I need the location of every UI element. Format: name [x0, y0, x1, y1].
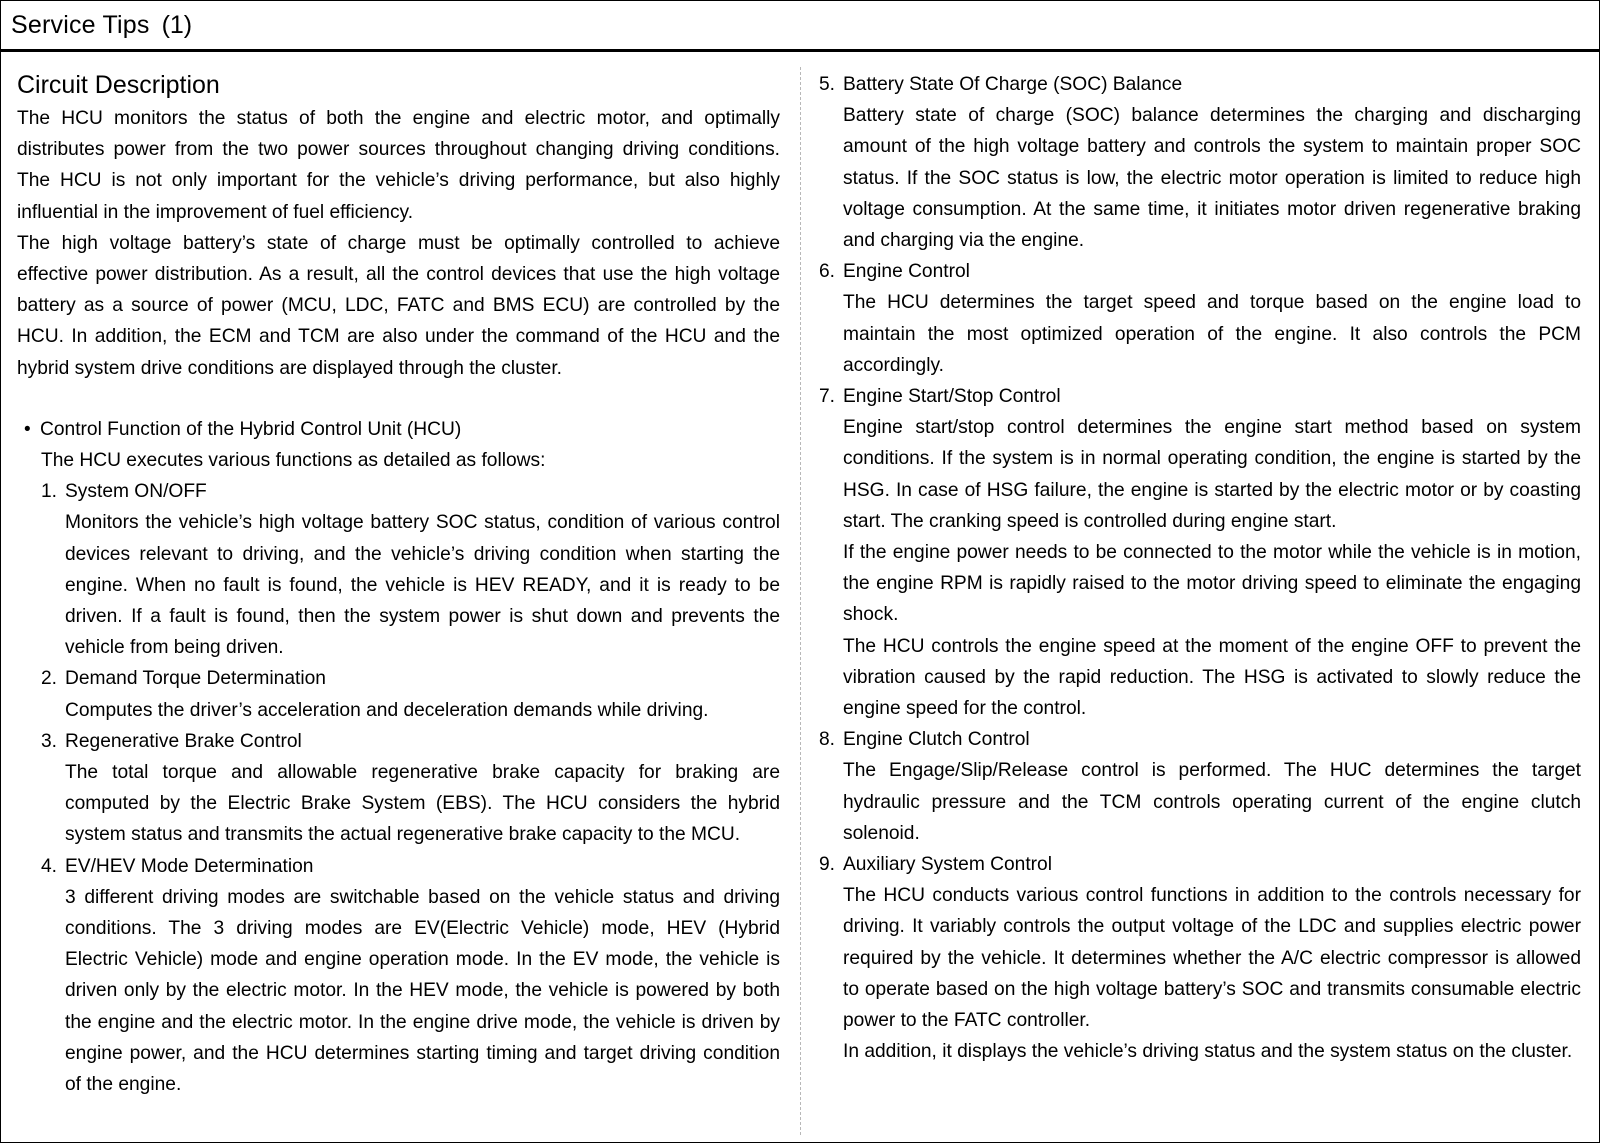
item-body: The HCU conducts various control functions in addition to the controls necessary for driving. It variably controls the output voltage of the LDC and supplies electric power required by the vehicle. It determines whether the A/C electric compressor is allowed to operate based on the high voltage battery’s SOC and transmits consumable electric power to the FATC controller.	[843, 885, 1581, 1032]
list-item	[17, 663, 780, 725]
list-item	[17, 851, 780, 1101]
page-title: Service Tips	[11, 10, 150, 39]
header-bar	[1, 1, 1599, 52]
item-title: Engine Control	[843, 261, 970, 283]
list-item	[819, 849, 1581, 1067]
item-number: 9.	[819, 854, 836, 876]
item-number: 1.	[41, 481, 58, 503]
item-title: System ON/OFF	[65, 481, 207, 503]
bullet-intro: The HCU executes various functions as detailed as follows:	[41, 450, 546, 472]
item-title: EV/HEV Mode Determination	[65, 855, 314, 877]
bullet-icon: •	[24, 418, 31, 440]
item-title: Engine Start/Stop Control	[843, 386, 1061, 408]
item-number: 7.	[819, 386, 836, 408]
item-title: Demand Torque Determination	[65, 668, 326, 690]
item-number: 8.	[819, 729, 836, 751]
item-body: Engine start/stop control determines the engine start method based on system conditions. If the system is in normal operating condition, the engine is started by the HSG. In case of HSG failure, the engine is started by the electric motor or by coasting start. The cranking speed is controlled during engine start.	[843, 417, 1581, 532]
item-number: 6.	[819, 261, 836, 283]
item-body: The HCU determines the target speed and torque based on the engine load to maintain the most optimized operation of the engine. It also controls the PCM accordingly.	[843, 292, 1581, 376]
item-title: Engine Clutch Control	[843, 729, 1030, 751]
item-body: Computes the driver’s acceleration and deceleration demands while driving.	[65, 699, 709, 721]
list-item	[17, 726, 780, 851]
intro-paragraph: The high voltage battery’s state of charge must be optimally controlled to achieve effective power distribution. As a result, all the control devices that use the high voltage battery as a source of power (MCU, LDC, FATC and BMS ECU) are controlled by the HCU. In addition, the ECM and TCM are also under the command of the HCU and the hybrid system drive conditions are displayed through the cluster.	[17, 232, 780, 379]
item-body: Monitors the vehicle’s high voltage battery SOC status, condition of various control devices relevant to driving, and the vehicle’s driving condition when starting the engine. When no fault is found, the vehicle is HEV READY, and it is ready to be driven. If a fault is found, then the system power is shut down and prevents the vehicle from being driven.	[65, 512, 780, 659]
column-divider	[800, 67, 801, 1135]
list-item	[819, 256, 1581, 381]
list-item	[17, 476, 780, 663]
list-item	[819, 724, 1581, 849]
item-number: 3.	[41, 730, 58, 752]
item-title: Battery State Of Charge (SOC) Balance	[843, 74, 1183, 95]
item-body: 3 different driving modes are switchable based on the vehicle status and driving conditions. The 3 driving modes are EV(Electric Vehicle) mode, HEV (Hybrid Electric Vehicle) mode and engine operation mode. In the EV mode, the vehicle is driven only by the electric motor. In the HEV mode, the vehicle is powered by both the engine and the electric motor. In the engine drive mode, the vehicle is driven by engine power, and the HCU determines starting timing and target driving condition of the engine.	[65, 886, 780, 1096]
item-body: In addition, it displays the vehicle’s driving status and the system status on the cluster.	[843, 1041, 1573, 1063]
page-number: (1)	[161, 10, 193, 39]
item-number: 2.	[41, 668, 58, 690]
intro-paragraph: The HCU monitors the status of both the engine and electric motor, and optimally distributes power from the two power sources throughout changing driving conditions. The HCU is not only important for the vehicle’s driving performance, but also highly influential in the improvement of fuel efficiency.	[17, 108, 780, 223]
bullet-heading	[17, 414, 780, 445]
item-body: Battery state of charge (SOC) balance determines the charging and discharging amount of the high voltage battery and controls the system to maintain proper SOC status. If the SOC status is low, the electric motor operation is limited to reduce high voltage consumption. At the same time, it initiates motor driven regenerative braking and charging via the engine.	[843, 105, 1581, 252]
item-number: 4.	[41, 855, 58, 877]
left-column	[17, 69, 780, 1100]
item-body: If the engine power needs to be connected to the motor while the vehicle is in motion, the engine RPM is rapidly raised to the motor driving speed to eliminate the engaging shock.	[843, 542, 1581, 626]
right-column	[819, 69, 1581, 1068]
item-body: The total torque and allowable regenerative brake capacity for braking are computed by the Electric Brake System (EBS). The HCU considers the hybrid system status and transmits the actual regenerative brake capacity to the MCU.	[65, 762, 780, 846]
item-number: 5.	[819, 74, 836, 95]
bullet-title: Control Function of the Hybrid Control Unit (HCU)	[40, 418, 462, 440]
item-title: Regenerative Brake Control	[65, 730, 302, 752]
list-item	[819, 381, 1581, 724]
item-body: The HCU controls the engine speed at the moment of the engine OFF to prevent the vibration caused by the rapid reduction. The HSG is activated to slowly reduce the engine speed for the control.	[843, 635, 1581, 720]
list-item	[819, 69, 1581, 256]
item-title: Auxiliary System Control	[843, 854, 1052, 876]
item-body: The Engage/Slip/Release control is performed. The HUC determines the target hydraulic pressure and the TCM controls operating current of the engine clutch solenoid.	[843, 760, 1581, 844]
section-title: Circuit Description	[17, 71, 220, 99]
spacer	[17, 384, 780, 414]
